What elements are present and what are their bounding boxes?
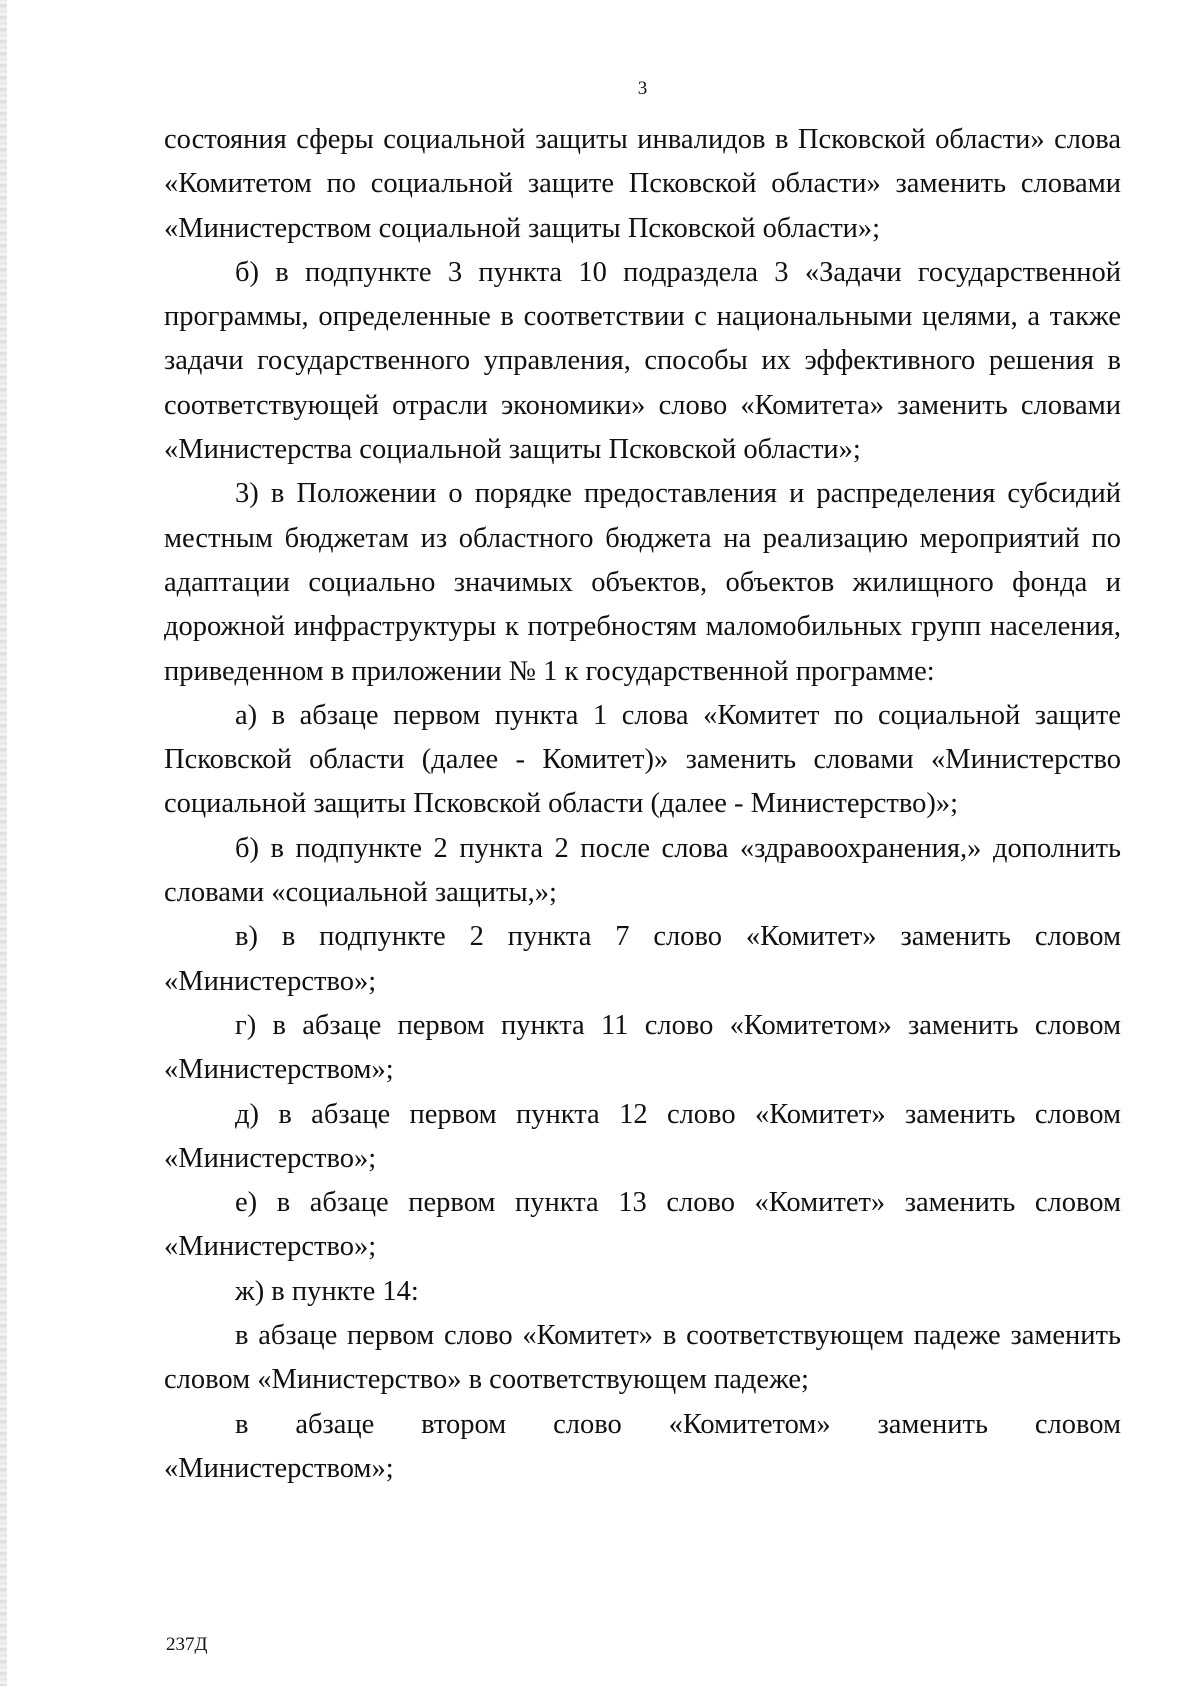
paragraph-subpoint-b2: б) в подпункте 2 пункта 2 после слова «здравоохранения,» дополнить словами «социальной защиты,»; — [164, 832, 1121, 909]
document-code: 237Д — [166, 1634, 208, 1655]
paragraph-abzac-second-end: «Министерством»; — [164, 1452, 394, 1484]
paragraph-subpoint-b: б) в подпункте 3 пункта 10 подраздела 3 «Задачи государственной программы, определенные в соответствии с национальными целями, а также задачи государственного управления, способы их эффективного решения в соответствующей отрасли экономики» слово «Комитета» заменить словами «Министерства социальной защиты Псковской области»; — [164, 256, 1121, 466]
paragraph-abzac-second: в абзаце втором слово «Комитетом» заменить словом — [235, 1408, 1121, 1440]
paragraph-point-3: 3) в Положении о порядке предоставления и распределения субсидий местным бюджетам из областного бюджета на реализацию мероприятий по адаптации социально значимых объектов, объектов жилищного фонда и дорожной инфраструктуры к потребностям маломобильных групп населения, приведенном в приложении № 1 к государственной программе: — [164, 478, 1121, 687]
document-body — [164, 118, 1121, 1491]
scan-edge — [0, 0, 7, 1686]
paragraph-abzac-first: в абзаце первом слово «Комитет» в соответствующем падеже заменить словом «Министерство» в соответствующем падеже; — [164, 1320, 1121, 1396]
paragraph-subpoint-zh: ж) в пункте 14: — [235, 1275, 419, 1307]
paragraph-subpoint-e: е) в абзаце первом пункта 13 слово «Комитет» заменить словом «Министерство»; — [164, 1187, 1121, 1263]
paragraph-subpoint-g: г) в абзаце первом пункта 11 слово «Комитетом» заменить словом «Министерством»; — [164, 1009, 1121, 1086]
page-number: 3 — [637, 78, 648, 99]
paragraph-subpoint-v: в) в подпункте 2 пункта 7 слово «Комитет» заменить словом «Министерство»; — [164, 921, 1121, 997]
paragraph-subpoint-d: д) в абзаце первом пункта 12 слово «Комитет» заменить словом «Министерство»; — [164, 1098, 1121, 1174]
paragraph-continuation: состояния сферы социальной защиты инвалидов в Псковской области» слова «Комитетом по социальной защите Псковской области» заменить словами «Министерством социальной защиты Псковской области»; — [164, 124, 1121, 244]
paragraph-subpoint-a: а) в абзаце первом пункта 1 слова «Комитет по социальной защите Псковской области (далее - Комитет)» заменить словами «Министерство социальной защиты Псковской области (далее - Министерство)»; — [164, 699, 1121, 820]
